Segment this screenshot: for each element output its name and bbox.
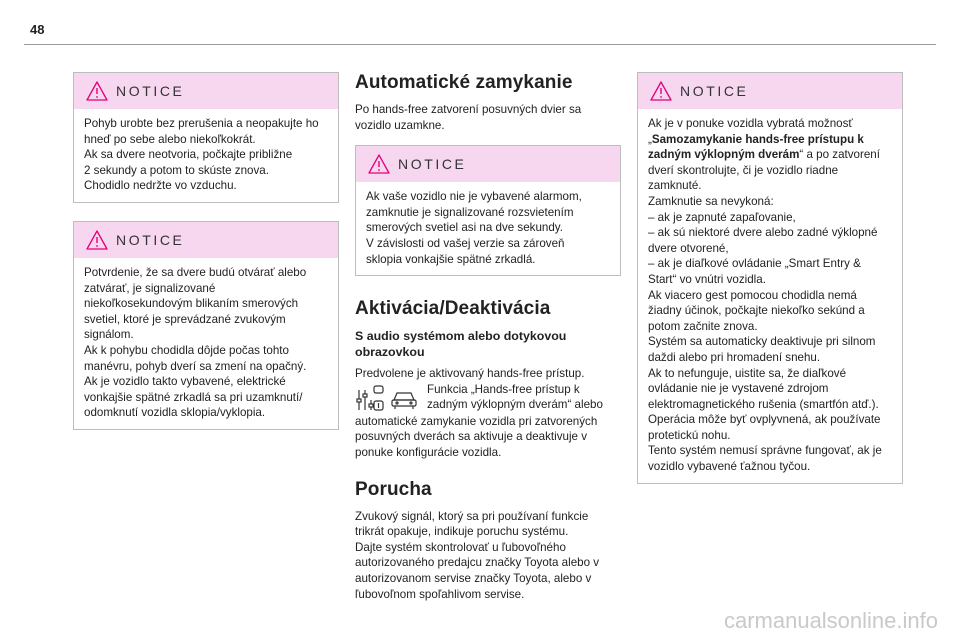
text-line: vozidlo vybavené ťažnou tyčou. bbox=[648, 460, 811, 474]
text-line: smerových svetiel asi na dve sekundy. bbox=[366, 221, 563, 235]
text-line: Ak je v ponuke vozidla vybratá možnosť bbox=[648, 117, 853, 130]
paragraph bbox=[355, 102, 621, 133]
column-1 bbox=[73, 72, 339, 448]
paragraph bbox=[355, 509, 621, 603]
notice-title: NOTICE bbox=[116, 231, 185, 248]
text-line: Pohyb urobte bez prerušenia a neopakujte ho bbox=[84, 117, 319, 130]
notice-header bbox=[74, 222, 338, 258]
text-line: ľubovoľnom spoľahlivom servise. bbox=[355, 587, 525, 601]
paragraph bbox=[355, 366, 621, 460]
text-line: ovládanie nie je vystavené zdrojom bbox=[648, 382, 829, 396]
text-line: Po hands-free zatvorení posuvných dvier sa bbox=[355, 103, 582, 116]
section-heading: Aktivácia/Deaktivácia bbox=[355, 298, 551, 320]
notice-text bbox=[74, 258, 338, 429]
text-line: Chodidlo nedržte vo vzduchu. bbox=[84, 179, 237, 193]
bold-option-name: zadným výklopným dverám bbox=[648, 148, 800, 162]
text-line: hneď po sebe alebo niekoľkokrát. bbox=[84, 132, 256, 146]
notice-text bbox=[638, 109, 902, 483]
column-3 bbox=[637, 72, 903, 502]
notice-title: NOTICE bbox=[680, 83, 749, 99]
text-line: V závislosti od vašej verzie sa zároveň bbox=[366, 236, 565, 250]
text-line: autorizovanom servise značky Toyota, alebo v bbox=[355, 571, 592, 585]
column-2 bbox=[355, 72, 621, 612]
text-line: vonkajšie spätné zrkadlá sa pri uzamknutí/ bbox=[84, 390, 303, 404]
text-line: odomknutí vozidla sklopia/vyklopia. bbox=[84, 406, 266, 420]
text-line: dvere otvorené, bbox=[648, 241, 729, 255]
text-line bbox=[648, 147, 893, 163]
car-icon bbox=[389, 384, 419, 414]
text-line: Ak vaše vozidlo nie je vybavené alarmom, bbox=[366, 190, 582, 204]
text-line: potom začnite znova. bbox=[648, 319, 758, 333]
notice-box bbox=[637, 72, 903, 484]
text-line: Ak k pohybu chodidla dôjde počas tohto bbox=[84, 343, 289, 357]
text-line: dverí skontrolujte, či je vozidlo riadne bbox=[648, 163, 839, 177]
text-line: zatvárať, je signalizované bbox=[84, 281, 216, 295]
warning-icon bbox=[368, 154, 390, 174]
text-line: signálom. bbox=[84, 328, 134, 342]
notice-header bbox=[638, 73, 902, 109]
text-line: Zamknutie sa nevykoná: bbox=[648, 194, 774, 208]
section-heading: Automatické zamykanie bbox=[355, 72, 573, 93]
text-line: manévru, pohyb dverí sa zmení na opačný. bbox=[84, 359, 307, 373]
text-line: zadným výklopným dverám“ alebo bbox=[427, 398, 603, 412]
text-line: Potvrdenie, že sa dvere budú otvárať alebo bbox=[84, 265, 307, 279]
text-line: Predvolene je aktivovaný hands-free prístup. bbox=[355, 367, 585, 381]
text-line: Ak viacero gest pomocou chodidla nemá bbox=[648, 288, 857, 302]
notice-box bbox=[73, 72, 339, 203]
header-divider bbox=[24, 44, 936, 45]
text-line: Ak je vozidlo takto vybavené, elektrické bbox=[84, 375, 286, 389]
warning-icon bbox=[86, 81, 108, 101]
text-line: zamknuté. bbox=[648, 179, 702, 193]
text-line: niekoľkosekundovým blikaním smerových bbox=[84, 297, 299, 311]
icon-group bbox=[355, 384, 419, 414]
text-line: Zvukový signál, ktorý sa pri používaní funkcie bbox=[355, 509, 589, 523]
text-line: – ak je zapnuté zapaľovanie, bbox=[648, 210, 796, 224]
text-line: – ak je diaľkové ovládanie „Smart Entry & bbox=[648, 257, 861, 271]
subheading-line: obrazovkou bbox=[355, 345, 425, 360]
text-line: svetiel, ktoré je sprevádzané zvukovým bbox=[84, 312, 286, 326]
bold-option-name: Samozamykanie hands-free prístupu k bbox=[651, 132, 864, 146]
watermark: carmanualsonline.info bbox=[723, 608, 938, 633]
warning-icon bbox=[650, 81, 672, 101]
text-fragment: “ a po zatvorení bbox=[799, 148, 880, 162]
text-line: protetickú nohu. bbox=[648, 428, 731, 442]
text-line: trikrát opakuje, indikuje poruchu systému. bbox=[355, 525, 569, 539]
warning-icon bbox=[86, 230, 108, 250]
notice-box bbox=[73, 221, 339, 430]
settings-menu-icon bbox=[355, 384, 385, 414]
text-line: autorizovaného predajcu značky Toyota alebo v bbox=[355, 556, 600, 570]
text-line: ponuke konfigurácie vozidla. bbox=[355, 445, 502, 459]
text-line bbox=[648, 132, 893, 148]
icon-paragraph bbox=[355, 382, 621, 414]
text-line: 2 sekundy a potom to skúste znova. bbox=[84, 163, 269, 177]
section-heading: Porucha bbox=[355, 478, 432, 500]
text-line: Systém sa automaticky deaktivuje pri silnom bbox=[648, 335, 876, 349]
notice-box bbox=[355, 145, 621, 276]
text-line: Funkcia „Hands-free prístup k bbox=[427, 382, 580, 396]
text-line: Tento systém nemusí správne fungovať, ak je bbox=[648, 444, 882, 458]
text-line: Ak sa dvere neotvoria, počkajte približne bbox=[84, 148, 293, 162]
text-line: elektromagnetického rušenia (smartfón atď.). bbox=[648, 397, 879, 411]
text-line: Operácia môže byť ovplyvnená, ak používate bbox=[648, 413, 881, 427]
text-line: Start“ vo vnútri vozidla. bbox=[648, 272, 766, 286]
page-number: 48 bbox=[30, 22, 45, 37]
notice-text bbox=[356, 182, 620, 275]
notice-header bbox=[74, 73, 338, 109]
subheading bbox=[355, 328, 621, 360]
subheading-line: S audio systémom alebo dotykovou bbox=[355, 329, 567, 344]
text-line: žiadny účinok, počkajte niekoľko sekúnd a bbox=[648, 304, 865, 318]
text-line: automatické zamykanie vozidla pri zatvorených bbox=[355, 414, 598, 428]
text-line: – ak sú niektoré dvere alebo zadné výklopné bbox=[648, 226, 878, 240]
text-line: Dajte systém skontrolovať u ľubovoľného bbox=[355, 540, 566, 554]
text-line: zamknutie je signalizované rozsvietením bbox=[366, 205, 574, 219]
text-line: daždi alebo pri hromadení snehu. bbox=[648, 350, 821, 364]
text-line: Ak to nefunguje, uistite sa, že diaľkové bbox=[648, 366, 847, 380]
notice-title: NOTICE bbox=[398, 156, 467, 173]
text-line: posuvných dverách sa aktivuje a deaktivuje v bbox=[355, 430, 588, 444]
notice-title: NOTICE bbox=[116, 83, 185, 99]
notice-text bbox=[74, 109, 338, 202]
quote-mark: „ bbox=[648, 132, 652, 146]
text-line: sklopia vonkajšie spätné zrkadlá. bbox=[366, 252, 536, 266]
text-line: vozidlo uzamkne. bbox=[355, 118, 445, 132]
notice-header bbox=[356, 146, 620, 182]
